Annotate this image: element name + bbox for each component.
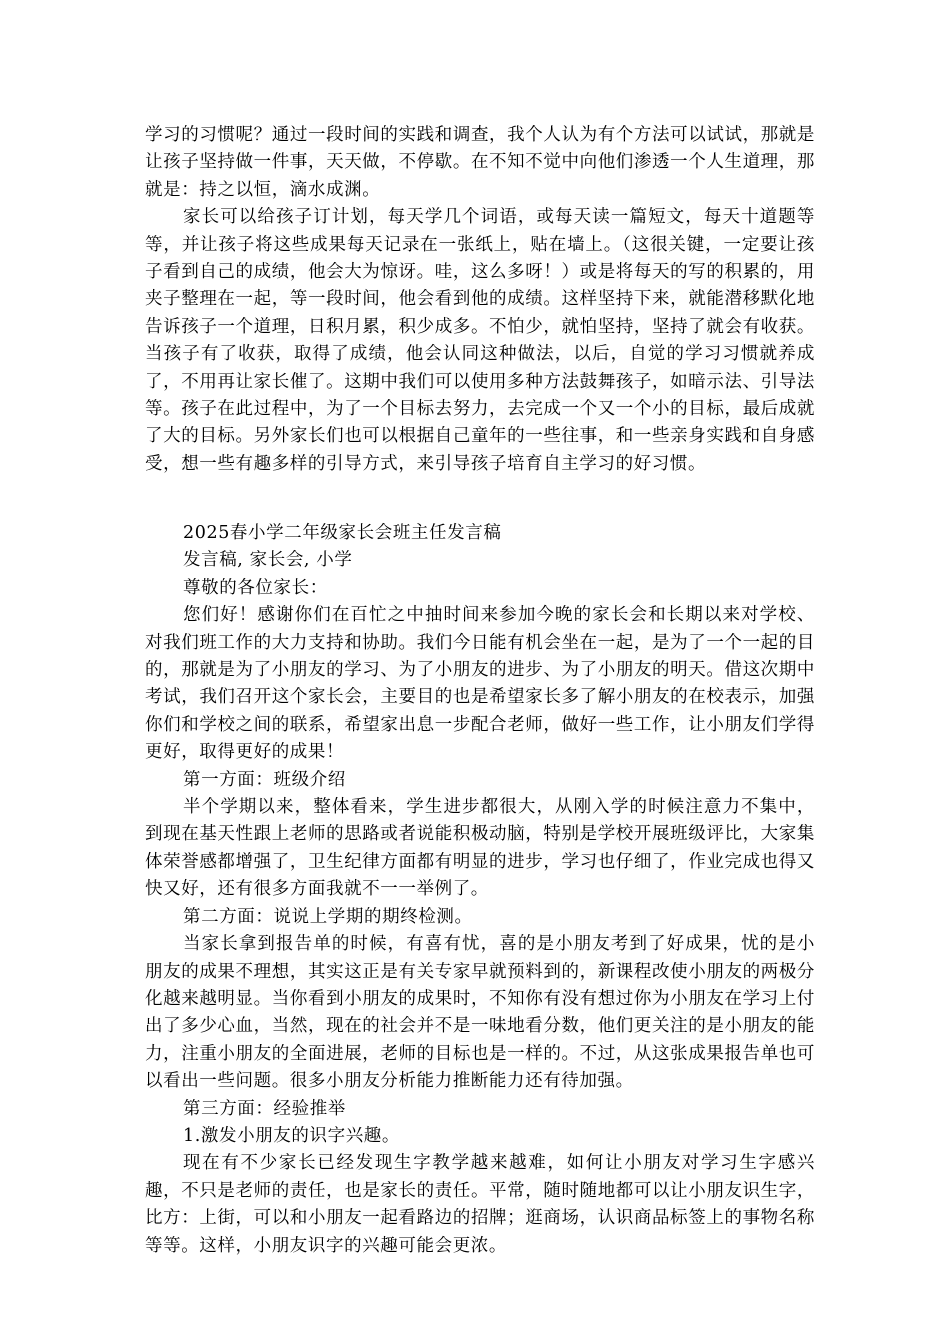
section-heading: 第二方面：说说上学期的期终检测。	[183, 906, 473, 927]
paragraph: 您们好！感谢你们在百忙之中抽时间来参加今晚的家长会和长期以来对学校、对我们班工作的大力支持和协助。我们今日能有机会坐在一起，是为了一个一起的目的，那就是为了小朋友的学习、为了小朋友的进步、为了小朋友的明天。借这次期中考试，我们召开这个家长会，主要目的也是希望家长多了解小朋友的在校表示，加强你们和学校之间的联系，希望家出息一步配合老师，做好一些工作，让小朋友们学得更好，取得更好的成果！	[145, 605, 815, 763]
section-heading: 第三方面：经验推举	[183, 1098, 346, 1119]
greeting: 尊敬的各位家长：	[183, 577, 328, 598]
paragraph: 当家长拿到报告单的时候，有喜有忧，喜的是小朋友考到了好成果，忧的是小朋友的成果不理想，其实这正是有关专家早就预料到的，新课程改使小朋友的两极分化越来越明显。当你看到小朋友的成果时，不知你有没有想过你为小朋友在学习上付出了多少心血，当然，现在的社会并不是一味地看分数，他们更关注的是小朋友的能力，注重小朋友的全面进展，老师的目标也是一样的。不过，从这张成果报告单也可以看出一些问题。很多小朋友分析能力推断能力还有待加强。	[145, 934, 815, 1092]
article-section	[145, 520, 815, 1260]
paragraph: 现在有不少家长已经发现生字教学越来越难，如何让小朋友对学习生字感兴趣，不只是老师的责任，也是家长的责任。平常，随时随地都可以让小朋友识生字，比方：上街，可以和小朋友一起看路边的招牌；逛商场，认识商品标签上的事物名称等等。这样，小朋友识字的兴趣可能会更浓。	[145, 1153, 815, 1256]
paragraph-continued: 学习的习惯呢？通过一段时间的实践和调查，我个人认为有个方法可以试试，那就是让孩子坚持做一件事，天天做，不停歇。在不知不觉中向他们渗透一个人生道理，那就是：持之以恒，滴水成渊。	[145, 125, 815, 200]
article-title: 2025春小学二年级家长会班主任发言稿	[183, 523, 502, 543]
paragraph: 家长可以给孩子订计划，每天学几个词语，或每天读一篇短文，每天十道题等等，并让孩子将这些成果每天记录在一张纸上，贴在墙上。（这很关键，一定要让孩子看到自己的成绩，他会大为惊讶。哇，这么多呀！）或是将每天的写的积累的，用夹子整理在一起，等一段时间，他会看到他的成绩。这样坚持下来，就能潜移默化地告诉孩子一个道理，日积月累，积少成多。不怕少，就怕坚持，坚持了就会有收获。当孩子有了收获，取得了成绩，他会认同这种做法，以后，自觉的学习习惯就养成了，不用再让家长催了。这期中我们可以使用多种方法鼓舞孩子，如暗示法、引导法等。孩子在此过程中，为了一个目标去努力，去完成一个又一个小的目标，最后成就了大的目标。另外家长们也可以根据自己童年的一些往事，和一些亲身实践和自身感受，想一些有趣多样的引导方式，来引导孩子培育自主学习的好习惯。	[145, 207, 815, 474]
article-tags: 发言稿, 家长会, 小学	[183, 550, 353, 571]
previous-article-section	[145, 122, 815, 478]
sub-heading: 1.激发小朋友的识字兴趣。	[183, 1125, 400, 1146]
section-heading: 第一方面：班级介绍	[183, 769, 346, 790]
paragraph: 半个学期以来，整体看来，学生进步都很大，从刚入学的时候注意力不集中，到现在基天性跟上老师的思路或者说能积极动脑，特别是学校开展班级评比，大家集体荣誉感都增强了，卫生纪律方面都有明显的进步，学习也仔细了，作业完成也得又快又好，还有很多方面我就不一一举例了。	[145, 797, 815, 900]
